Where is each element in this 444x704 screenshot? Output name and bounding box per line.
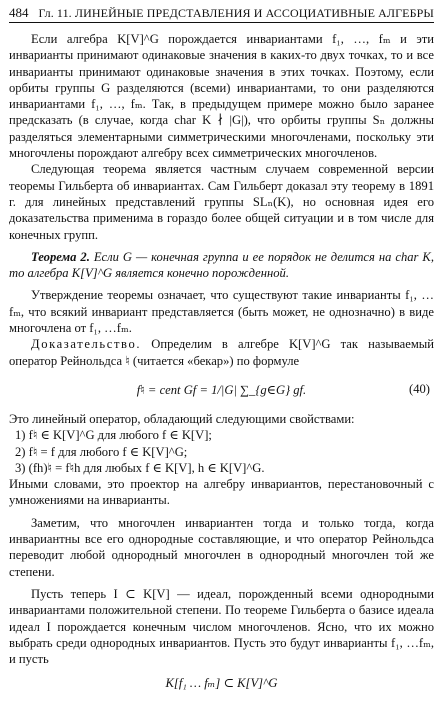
paragraph-1: Если алгебра K[V]^G порождается инвариантами f₁, …, fₘ и эти инварианты принимают одинаковые значения в каких-то двух точках, то и все инварианты принимают одинаковые значения в этих точках. Поэтому, если орбиты группы G разделяются (всеми) инвариантами, то они разделяются инвариантами f₁, …, fₘ. Так, в предыдущем примере можно было заранее предсказать (в случае, когда char K ∤ |G|), что орбиты группы Sₙ должны разделяться элементарными симметрическими многочленами, поскольку эти многочлены порождают алгебру всех симметрических многочленов. [9,32,434,161]
formula-40 [9,377,434,403]
paragraph-7: Пусть теперь I ⊂ K[V] — идеал, порожденный всеми однородными инвариантами положительной степени. По теореме Гильберта о базисе идеала идеал I порождается конечным числом многочленов. Ясно, что их можно выбрать среди однородных инвариантов. Пусть это будут инварианты f₁, …fₘ, и пусть [9,586,434,667]
paragraph-5: Иными словами, это проектор на алгебру инвариантов, перестановочный с умножениями на инварианты. [9,477,434,508]
final-formula: K[f₁ … fₘ] ⊂ K[V]^G [165,676,278,691]
chapter-title: Гл. 11. ЛИНЕЙНЫЕ ПРЕДСТАВЛЕНИЯ И АССОЦИАТИВНЫЕ АЛГЕБРЫ [38,6,434,20]
theorem-label: Теорема 2. [31,249,90,264]
proof-paragraph [9,336,434,369]
formula-40-text: f♮ = cent Gf = 1/|G| ∑_{g∈G} gf. [136,382,307,397]
property-3: 3) (fh)♮ = f♮h для любых f ∈ K[V], h ∈ K[V]^G. [15,460,265,475]
page-number: 484 [9,5,29,20]
proof-label: Доказательство. [31,337,142,352]
proof-text: Определим в алгебре K[V]^G так называемый оператор Рейнольдса ♮ (читается «бекар») по формуле [9,337,434,368]
running-head [9,6,434,23]
paragraph-6: Заметим, что многочлен инвариантен тогда и только тогда, когда инвариантны все его однородные составляющие, и что оператор Рейнольдса переводит любой однородный многочлен в однородный многочлен той же степени. [9,515,434,579]
property-1: 1) f♮ ∈ K[V]^G для любого f ∈ K[V]; [15,428,212,443]
theorem-statement: Если G — конечная группа и ее порядок не делится на char K, то алгебра K[V]^G является конечно порожденной. [9,249,434,281]
paragraph-4: Это линейный оператор, обладающий следующими свойствами: [9,411,355,426]
formula-40-number: (40) [409,381,430,396]
paragraph-3: Утверждение теоремы означает, что существуют такие инварианты f₁, …fₘ, что всякий инвариант представляется (быть может, не однозначно) в виде многочлена от f₁, …fₘ. [9,288,434,336]
paragraph-2: Следующая теорема является частным случаем современной версии теоремы Гильберта об инвариантах. Сам Гильберт доказал эту теорему в 1891 г. для линейных представлений группы SLₙ(K), но основная идея его доказательства применима в гораздо более общей ситуации и в том числе для конечных групп. [9,162,434,242]
theorem-2 [9,249,434,282]
property-2: 2) f♮ = f для любого f ∈ K[V]^G; [15,444,188,459]
